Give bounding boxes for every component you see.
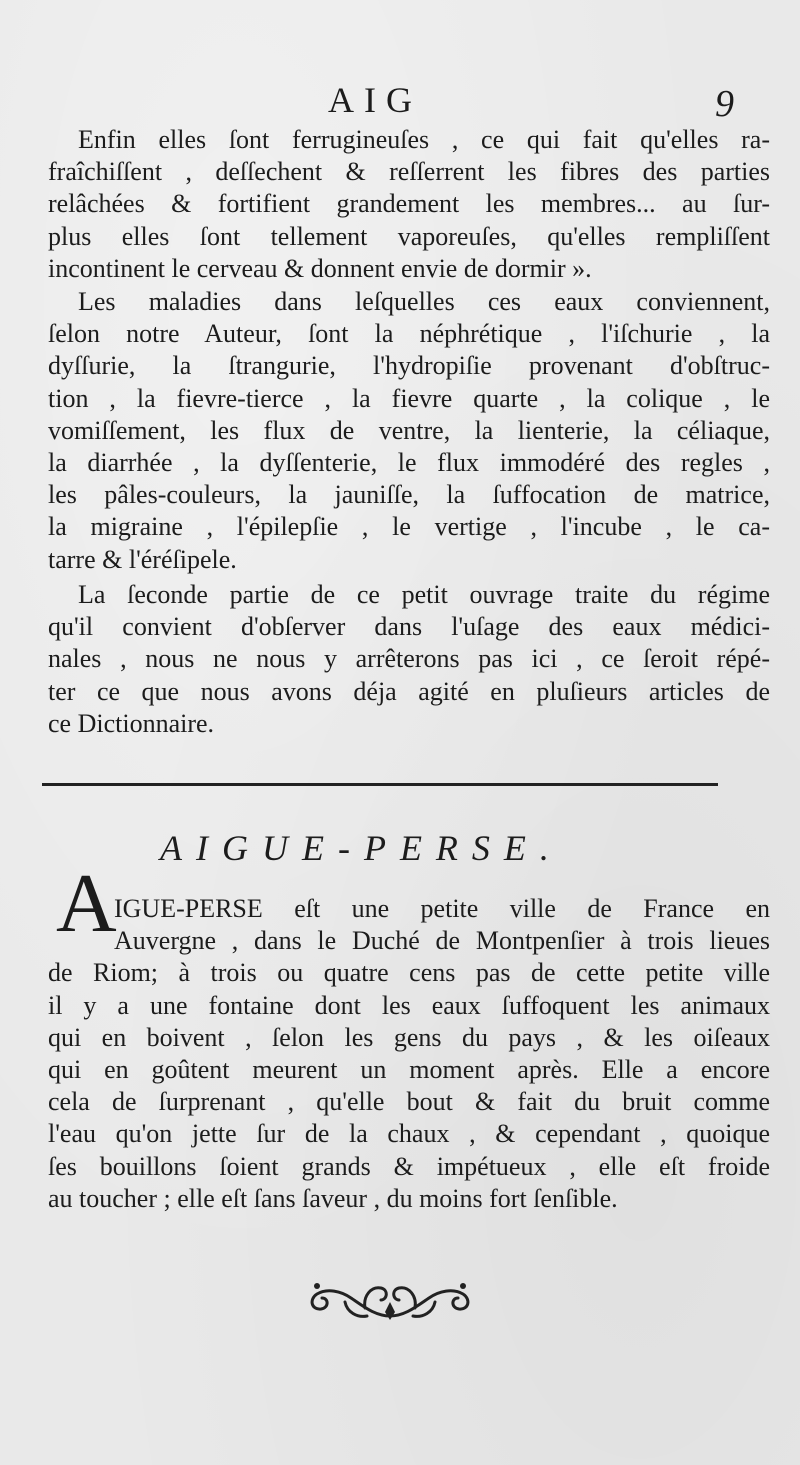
- text-line: tarre & l'éréſipele.: [48, 544, 237, 574]
- text-line: IGUE-PERSE eſt une petite ville de France en: [114, 894, 770, 923]
- text-line: qu'il convient d'obſerver dans l'uſage des eaux médici-: [48, 612, 770, 642]
- text-line: fraîchiſſent , deſſechent & reſſerrent les fibres des parties: [48, 157, 770, 187]
- text-line: l'eau qu'on jette ſur de la chaux , & cependant , quoique: [48, 1119, 770, 1149]
- drop-cap-letter: A: [56, 857, 117, 950]
- text-line: dyſſurie, la ſtrangurie, l'hydropiſie provenant d'obſtruc-: [48, 351, 770, 381]
- text-line: ter ce que nous avons déja agité en pluſieurs articles de: [48, 676, 770, 706]
- text-line: la migraine , l'épilepſie , le vertige , l'incube , le ca-: [48, 512, 770, 542]
- paragraph-continued-quote: [48, 124, 770, 285]
- text-line: La ſeconde partie de ce petit ouvrage traite du régime: [78, 580, 770, 609]
- page-number: 9: [715, 83, 734, 125]
- text-line: au toucher ; elle eſt ſans ſaveur , du moins fort ſenſible.: [48, 1183, 618, 1213]
- paragraph-maladies: [48, 286, 770, 576]
- running-head: [0, 78, 800, 125]
- running-title: AIG: [328, 80, 422, 120]
- text-line: incontinent le cerveau & donnent envie de dormir ».: [48, 253, 592, 283]
- text-line: vomiſſement, les flux de ventre, la lienterie, la céliaque,: [48, 415, 770, 445]
- section-divider-rule: [42, 783, 718, 786]
- text-line: Auvergne , dans le Duché de Montpenſier à trois lieues: [114, 926, 770, 956]
- text-line: relâchées & fortifient grandement les membres... au ſur-: [48, 189, 770, 219]
- text-line: tion , la fievre-tierce , la fievre quarte , la colique , le: [48, 383, 770, 413]
- text-line: Les maladies dans leſquelles ces eaux conviennent,: [78, 287, 770, 316]
- text-line: nales , nous ne nous y arrêterons pas ici , ce ſeroit répé-: [48, 644, 770, 674]
- text-line: cela de ſurprenant , qu'elle bout & fait du bruit comme: [48, 1087, 770, 1117]
- text-line: la diarrhée , la dyſſenterie, le flux immodéré des regles ,: [48, 447, 770, 477]
- article-title: AIGUE-PERSE.: [160, 828, 563, 868]
- text-line: ſes bouillons ſoient grands & impétueux , elle eſt froide: [48, 1151, 770, 1181]
- text-line: Enfin elles ſont ferrugineuſes , ce qui fait qu'elles ra-: [78, 125, 770, 154]
- paragraph-seconde-partie: [48, 579, 770, 740]
- text-line: les pâles-couleurs, la jauniſſe, la ſuffocation de matrice,: [48, 480, 770, 510]
- text-line: plus elles ſont tellement vaporeuſes, qu'elles rempliſſent: [48, 221, 770, 251]
- text-line: il y a une fontaine dont les eaux ſuffoquent les animaux: [48, 990, 770, 1020]
- text-line: ce Dictionnaire.: [48, 708, 215, 738]
- text-line: qui en goûtent meurent un moment après. Elle a encore: [48, 1054, 770, 1084]
- text-line: ſelon notre Auteur, ſont la néphrétique , l'iſchurie , la: [48, 319, 770, 349]
- text-line: qui en boivent , ſelon les gens du pays , & les oiſeaux: [48, 1022, 770, 1052]
- text-line: de Riom; à trois ou quatre cens pas de cette petite ville: [48, 958, 770, 988]
- fleuron-ornament-icon: [305, 1276, 475, 1322]
- article-body-aigue-perse: [48, 893, 770, 1215]
